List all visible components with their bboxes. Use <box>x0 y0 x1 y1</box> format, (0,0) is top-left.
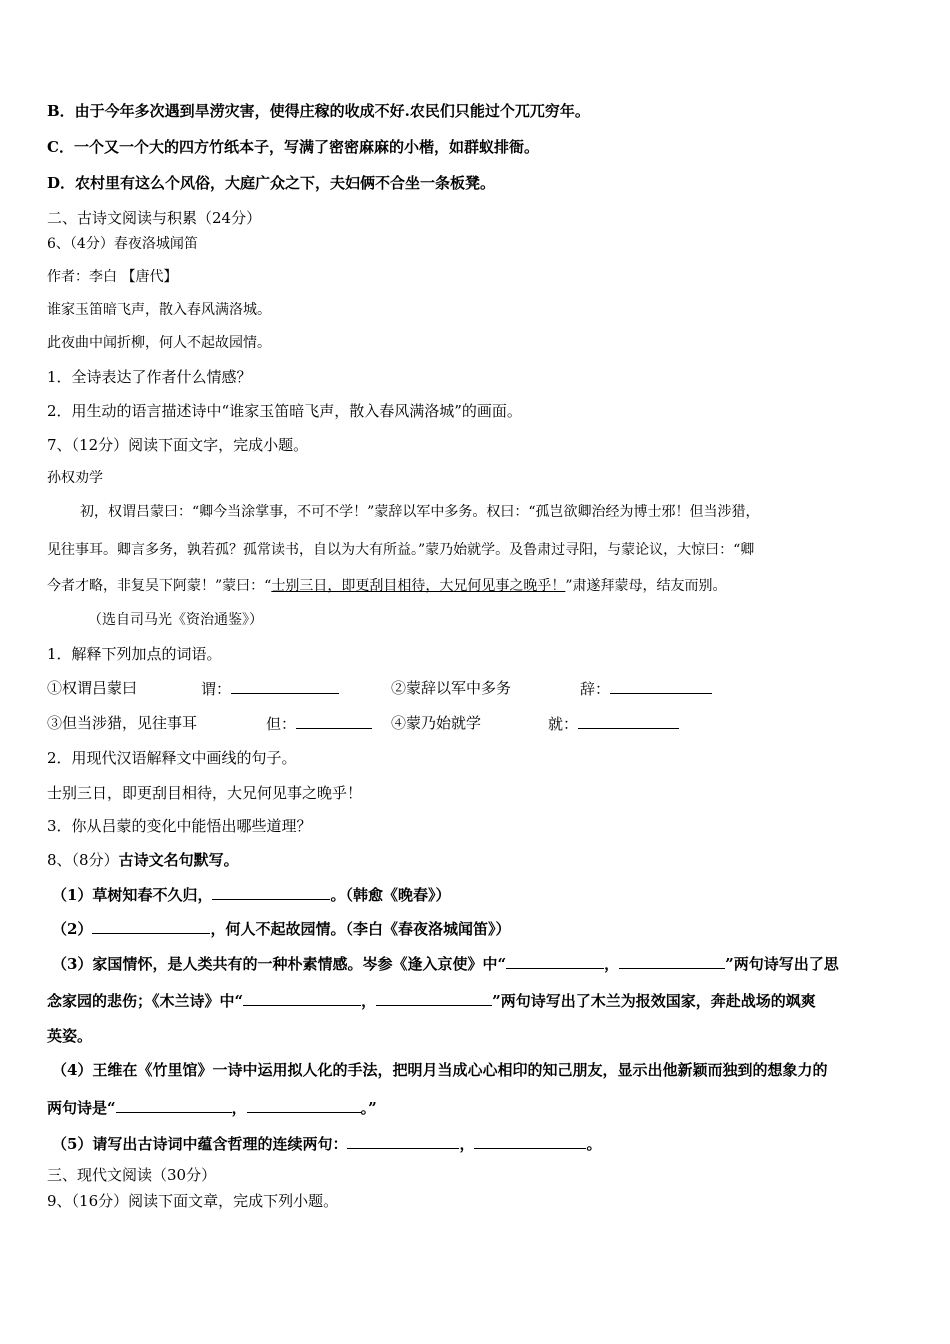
q8-item-3-blank-1[interactable] <box>506 954 604 969</box>
q8-item-3-blank-4[interactable] <box>376 991 492 1006</box>
section2-heading: 二、古诗文阅读与积累（24分） <box>47 209 262 227</box>
q8-item-5-b: ， <box>459 1135 475 1153</box>
word-4: ④蒙乃始就学 <box>391 714 482 732</box>
q8-item-3-b: ， <box>604 955 620 973</box>
option-d: D．农村里有这么个风俗，大庭广众之下，夫妇俩不合坐一条板凳。 <box>47 174 496 192</box>
q6-sub1: 1．全诗表达了作者什么情感？ <box>47 368 252 386</box>
q8-item-3-blank-3[interactable] <box>243 991 361 1006</box>
word-4-answer <box>548 714 679 733</box>
q8-item-4-line-2 <box>47 1098 377 1117</box>
q8-item-2-end: ，何人不起故园情。（李白《春夜洛城闻笛》） <box>210 920 511 938</box>
q8-item-5-c: 。 <box>586 1135 602 1153</box>
passage-line-3-end: ”肃遂拜蒙母，结友而别。 <box>565 578 727 594</box>
q8-item-1-start: （1）草树知春不久归， <box>52 886 213 904</box>
q8-item-3-c: ”两句诗写出了思 <box>725 955 839 973</box>
underlined-sentence: 士别三日，即更刮目相待，大兄何见事之晚乎！ <box>271 578 566 594</box>
q8-item-1-end: 。（韩愈《晚春》） <box>330 886 451 904</box>
q8-item-5-blank-1[interactable] <box>347 1134 459 1149</box>
q7-sub2: 2．用现代汉语解释文中画线的句子。 <box>47 749 297 767</box>
passage-title: 孙权劝学 <box>47 470 103 486</box>
word-1: ①权谓吕蒙曰 <box>47 679 138 697</box>
q8-item-4-c: ， <box>231 1099 247 1117</box>
word-3: ③但当涉猎，见往事耳 <box>47 714 198 732</box>
q7-title: 7、（12分）阅读下面文字，完成小题。 <box>47 436 309 454</box>
q8-title <box>47 851 239 869</box>
word-3-label: 但： <box>266 715 297 733</box>
q8-item-3-line-1 <box>52 954 839 973</box>
q8-item-4-blank-2[interactable] <box>247 1098 361 1113</box>
q8-item-5-blank-2[interactable] <box>474 1134 586 1149</box>
word-2-blank[interactable] <box>610 679 712 694</box>
word-2-answer <box>580 679 712 698</box>
word-3-blank[interactable] <box>296 714 372 729</box>
passage-line-1: 初，权谓吕蒙曰：“卿今当涂掌事，不可不学！”蒙辞以军中多务。权曰：“孤岂欲卿治经为博士邪！但当涉猎， <box>80 504 760 520</box>
word-4-label: 就： <box>548 715 579 733</box>
q8-item-2-blank[interactable] <box>92 919 210 934</box>
q8-item-1-blank[interactable] <box>212 885 330 900</box>
q8-item-3-blank-2[interactable] <box>619 954 725 969</box>
word-2: ②蒙辞以军中多务 <box>391 679 512 697</box>
q8-item-1 <box>52 885 450 904</box>
passage-line-3-start: 今者才略，非复吴下阿蒙！”蒙曰：“ <box>47 578 272 594</box>
word-4-blank[interactable] <box>578 714 679 729</box>
q8-item-3-d: 念家园的悲伤；《木兰诗》中“ <box>47 992 244 1010</box>
q8-item-4-line-1: （4）王维在《竹里馆》一诗中运用拟人化的手法，把明月当成心心相印的知己朋友，显示出他新颖而独到的想象力的 <box>52 1061 828 1079</box>
word-1-label: 谓： <box>201 680 232 698</box>
q8-item-5-a: （5）请写出古诗词中蕴含哲理的连续两句： <box>52 1135 348 1153</box>
q6-author: 作者：李白 【唐代】 <box>47 269 178 285</box>
section3-heading: 三、现代文阅读（30分） <box>47 1166 217 1184</box>
q7-sub1: 1．解释下列加点的词语。 <box>47 645 222 663</box>
q8-item-3-e: ， <box>361 992 377 1010</box>
q8-item-4-b: 两句诗是“ <box>47 1099 116 1117</box>
q8-item-4-blank-1[interactable] <box>116 1098 232 1113</box>
q8-item-2-start: （2） <box>52 920 93 938</box>
option-c: C．一个又一个大的四方竹纸本子，写满了密密麻麻的小楷，如群蚁排衙。 <box>47 138 539 156</box>
q8-title-prefix: 8、（8分） <box>47 851 119 869</box>
passage-source: （选自司马光《资治通鉴》） <box>88 612 263 628</box>
passage-line-2: 见往事耳。卿言多务，孰若孤？孤常读书，自以为大有所益。”蒙乃始就学。及鲁肃过寻阳，与蒙论议，大惊曰：“卿 <box>47 542 755 558</box>
word-1-answer <box>201 679 339 698</box>
poem-line-2: 此夜曲中闻折柳，何人不起故园情。 <box>47 335 271 351</box>
poem-line-1: 谁家玉笛暗飞声，散入春风满洛城。 <box>47 302 271 318</box>
q8-item-3-line-2 <box>47 991 816 1010</box>
q6-title: 6、（4分）春夜洛城闻笛 <box>47 236 198 252</box>
q6-sub2: 2．用生动的语言描述诗中“谁家玉笛暗飞声，散入春风满洛城”的画面。 <box>47 402 522 420</box>
q7-sentence: 士别三日，即更刮目相待，大兄何见事之晚乎！ <box>47 784 363 802</box>
word-1-blank[interactable] <box>231 679 339 694</box>
q8-item-3-a: （3）家国情怀，是人类共有的一种朴素情感。岑参《逢入京使》中“ <box>52 955 507 973</box>
q9-title: 9、（16分）阅读下面文章，完成下列小题。 <box>47 1192 339 1210</box>
passage-line-3 <box>47 577 727 595</box>
q8-title-text: 古诗文名句默写。 <box>118 851 239 869</box>
q7-sub3: 3．你从吕蒙的变化中能悟出哪些道理？ <box>47 817 312 835</box>
q8-item-2 <box>52 919 510 938</box>
q8-item-5 <box>52 1134 601 1153</box>
option-b: B．由于今年多次遇到旱涝灾害，使得庄稼的收成不好.农民们只能过个兀兀穷年。 <box>47 102 590 120</box>
q8-item-3-line-3: 英姿。 <box>47 1027 93 1045</box>
q8-item-4-d: 。” <box>360 1099 377 1117</box>
word-3-answer <box>266 714 372 733</box>
q8-item-3-f: ”两句诗写出了木兰为报效国家，奔赴战场的飒爽 <box>492 992 816 1010</box>
word-2-label: 辞： <box>580 680 611 698</box>
